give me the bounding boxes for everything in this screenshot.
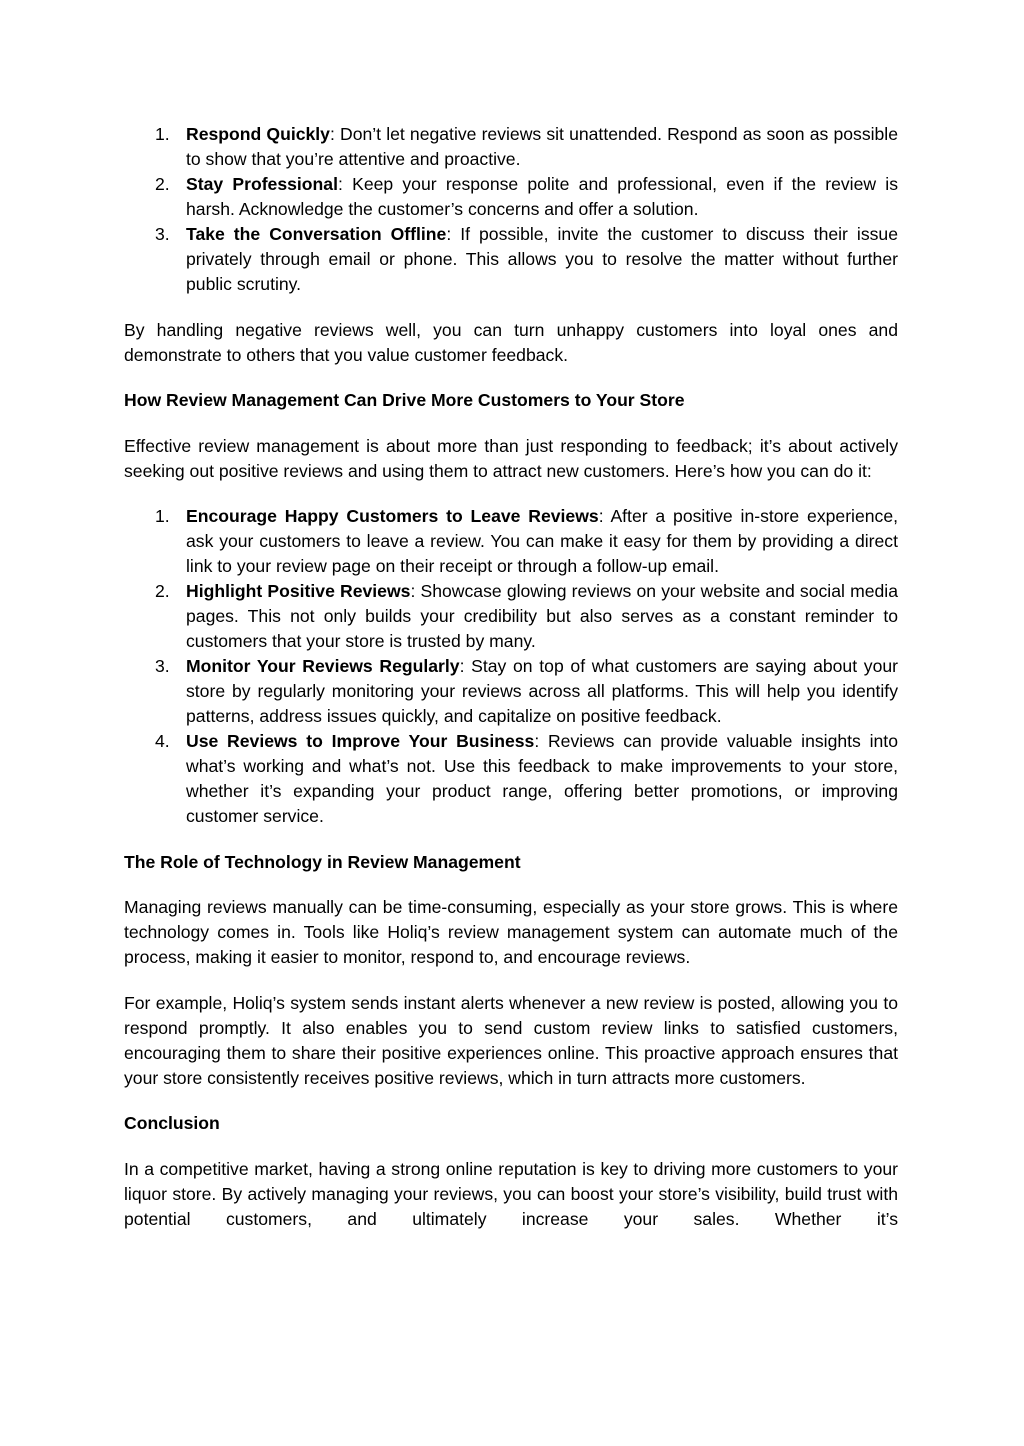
list-number: 3. [155, 224, 170, 244]
list-item [124, 172, 898, 222]
list-number: 1. [155, 506, 170, 526]
list-item [124, 504, 898, 579]
drive-customers-list [124, 504, 898, 829]
heading-drive-customers: How Review Management Can Drive More Customers to Your Store [124, 390, 685, 410]
list-item [124, 222, 898, 297]
heading-conclusion: Conclusion [124, 1113, 220, 1133]
paragraph-technology-2: For example, Holiq’s system sends instant alerts whenever a new review is posted, allowing you to respond promptly. It also enables you to send custom review links to satisfied customers, encouraging them to share their positive experiences online. This proactive approach ensures that your store consistently receives positive reviews, which in turn attracts more customers. [124, 992, 898, 1088]
list-item-title: Highlight Positive Reviews [186, 581, 411, 601]
list-item-text: : Stay on top of what customers are saying about your store by regularly monitoring your reviews across all platforms. This will help you identify patterns, address issues quickly, and capitalize on positive feedback. [186, 656, 898, 726]
list-number: 3. [155, 656, 170, 676]
list-item [124, 579, 898, 654]
paragraph-conclusion: In a competitive market, having a strong online reputation is key to driving more customers to your liquor store. By actively managing your reviews, you can boost your store’s visibility, build trust with potential customers, and ultimately increase your sales. Whether it’s [124, 1158, 898, 1229]
paragraph-negative-reviews: By handling negative reviews well, you can turn unhappy customers into loyal ones and demonstrate to others that you value customer feedback. [124, 319, 898, 365]
list-item [124, 654, 898, 729]
list-item-title: Stay Professional [186, 174, 338, 194]
paragraph-technology-1: Managing reviews manually can be time-consuming, especially as your store grows. This is where technology comes in. Tools like Holiq’s review management system can automate much of the process, making it easier to monitor, respond to, and encourage reviews. [124, 897, 898, 967]
paragraph-effective-management: Effective review management is about more than just responding to feedback; it’s about actively seeking out positive reviews and using them to attract new customers. Here’s how you can do it: [124, 435, 898, 481]
list-item-text: : If possible, invite the customer to discuss their issue privately through email or phone. This allows you to resolve the matter without further public scrutiny. [186, 224, 898, 294]
tips-list [124, 122, 898, 297]
heading-technology: The Role of Technology in Review Management [124, 851, 521, 872]
list-item-text: : Showcase glowing reviews on your website and social media pages. This not only builds your credibility but also serves as a constant reminder to customers that your store is trusted by many. [186, 581, 898, 651]
list-item-title: Encourage Happy Customers to Leave Reviews [186, 506, 599, 526]
list-number: 2. [155, 581, 170, 601]
list-item-text: : After a positive in-store experience, ask your customers to leave a review. You can make it easy for them by providing a direct link to your review page on their receipt or through a follow-up email. [186, 506, 898, 576]
list-item-title: Take the Conversation Offline [186, 224, 447, 244]
list-number: 1. [155, 124, 170, 144]
list-item [124, 122, 898, 172]
list-item-text: : Reviews can provide valuable insights into what’s working and what’s not. Use this feedback to make improvements to your store, whether it’s expanding your product range, offering better promotions, or improving customer service. [186, 731, 898, 826]
list-number: 2. [155, 174, 170, 194]
list-item-text: : Keep your response polite and professional, even if the review is harsh. Acknowledge the customer’s concerns and offer a solution. [186, 174, 898, 219]
list-item-title: Respond Quickly [186, 124, 330, 144]
document-page [124, 122, 898, 1252]
list-item-title: Use Reviews to Improve Your Business [186, 731, 535, 751]
list-item-title: Monitor Your Reviews Regularly [186, 656, 460, 676]
list-item-text: : Don’t let negative reviews sit unattended. Respond as soon as possible to show that you’re attentive and proactive. [186, 124, 898, 169]
list-item [124, 729, 898, 829]
list-number: 4. [155, 731, 170, 751]
